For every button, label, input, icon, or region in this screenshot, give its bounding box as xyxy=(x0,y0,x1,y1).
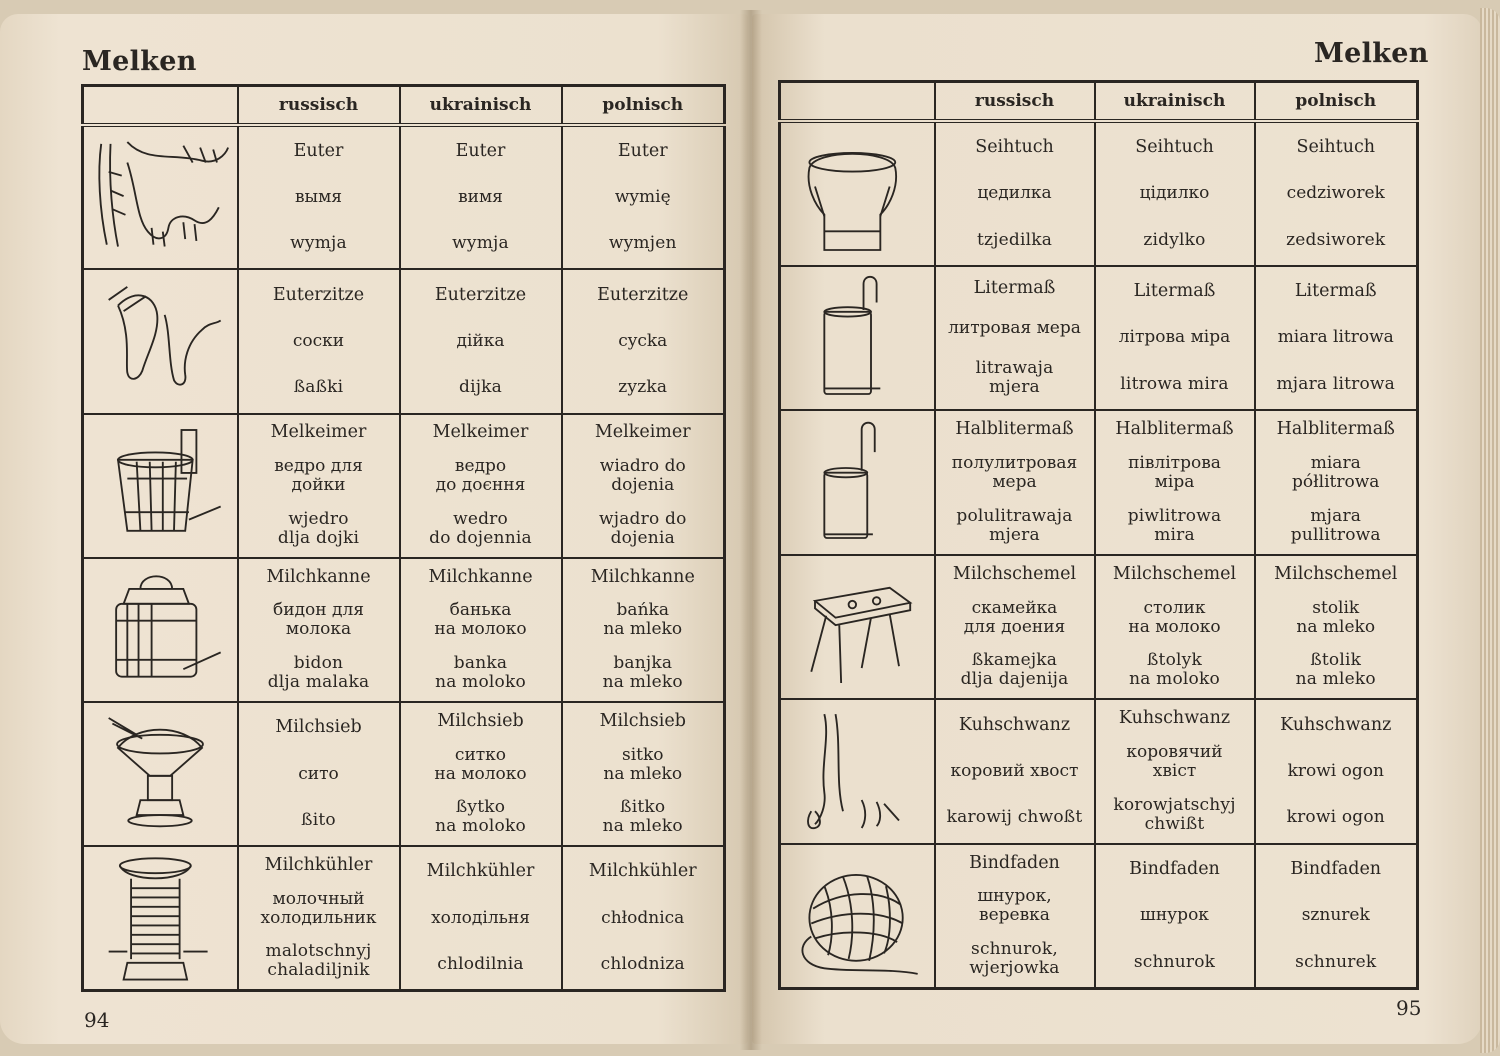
term-cell-russian xyxy=(238,125,400,269)
table-row xyxy=(780,699,1418,844)
german-term: Halblitermaß xyxy=(955,419,1074,440)
transliteration: chlodniza xyxy=(600,953,685,974)
term-cell-polish xyxy=(1255,266,1418,411)
german-term: Litermaß xyxy=(1133,281,1216,302)
german-term: Milchschemel xyxy=(1112,563,1237,584)
term-cell-polish xyxy=(562,846,725,990)
german-term: Halblitermaß xyxy=(1115,419,1234,440)
transliteration: ßtolik na mleko xyxy=(1295,650,1376,690)
german-term: Litermaß xyxy=(1294,281,1377,302)
german-term: Seihtuch xyxy=(1135,136,1214,157)
german-term: Bindfaden xyxy=(1129,859,1220,880)
transliteration: wymja xyxy=(452,233,509,254)
native-term: sitko na mleko xyxy=(603,744,683,784)
german-term: Euterzitze xyxy=(597,284,689,305)
picture-cell xyxy=(780,555,935,700)
native-term: stolik na mleko xyxy=(1296,597,1376,637)
transliteration: malotschnyj chaladiljnik xyxy=(265,941,372,981)
native-term: скамейка для доения xyxy=(963,597,1066,637)
milking-stool-icon xyxy=(781,561,934,693)
twine-ball-icon xyxy=(781,850,934,982)
native-term: столик на молоко xyxy=(1128,597,1221,637)
term-cell-russian xyxy=(238,558,400,702)
table-row xyxy=(83,558,725,702)
german-term: Euter xyxy=(455,140,506,161)
teat-icon xyxy=(84,275,237,407)
transliteration: wymjen xyxy=(608,233,677,254)
german-term: Euterzitze xyxy=(272,284,365,305)
page-number-left: 94 xyxy=(84,1008,110,1032)
transliteration: litrowa mira xyxy=(1120,373,1229,394)
term-cell-polish xyxy=(562,125,725,269)
german-term: Melkeimer xyxy=(594,422,691,443)
transliteration: chlodilnia xyxy=(437,953,524,974)
term-cell-russian xyxy=(238,269,400,413)
german-term: Melkeimer xyxy=(270,422,367,443)
term-cell-polish xyxy=(562,414,725,558)
term-cell-ukrainian xyxy=(1095,844,1255,989)
page-title-right: Melken xyxy=(1314,38,1429,69)
term-cell-ukrainian xyxy=(1095,266,1255,411)
table-header-row xyxy=(780,82,1418,122)
page-edges xyxy=(1480,8,1500,1053)
german-term: Milchschemel xyxy=(952,563,1077,584)
german-term: Litermaß xyxy=(973,277,1056,298)
native-term: wiadro do dojenia xyxy=(599,456,686,496)
picture-cell xyxy=(83,269,238,413)
column-header-ukrainian: ukrainisch xyxy=(1095,82,1255,122)
german-term: Milchkühler xyxy=(588,861,697,882)
column-header-polish: polnisch xyxy=(562,86,725,126)
table-row xyxy=(780,121,1418,266)
native-term: вымя xyxy=(294,187,343,208)
term-cell-polish xyxy=(562,269,725,413)
native-term: литровая мера xyxy=(948,317,1081,338)
term-cell-russian xyxy=(935,266,1095,411)
native-term: ведро для дойки xyxy=(274,456,363,496)
transliteration: polulitrawaja mjera xyxy=(956,505,1073,545)
term-cell-ukrainian xyxy=(1095,555,1255,700)
transliteration: ßkamejka dlja dajenija xyxy=(960,650,1069,690)
native-term: цідилко xyxy=(1139,183,1210,204)
cow-udder-icon xyxy=(84,132,237,264)
transliteration: dijka xyxy=(458,377,503,398)
term-cell-polish xyxy=(1255,410,1418,555)
term-cell-ukrainian xyxy=(400,414,562,558)
native-term: соски xyxy=(292,330,345,351)
table-header-row xyxy=(83,86,725,126)
term-cell-ukrainian xyxy=(400,125,562,269)
picture-cell xyxy=(780,410,935,555)
transliteration: krowi ogon xyxy=(1286,807,1385,828)
native-term: wymię xyxy=(614,187,671,208)
transliteration: zyzka xyxy=(618,377,668,398)
milking-pail-icon xyxy=(84,420,237,552)
transliteration: banjka na mleko xyxy=(602,653,683,693)
german-term: Milchkühler xyxy=(426,861,535,882)
german-term: Milchkanne xyxy=(428,566,533,587)
term-cell-polish xyxy=(562,558,725,702)
straining-cloth-icon xyxy=(781,128,934,260)
term-cell-polish xyxy=(562,702,725,846)
german-term: Milchschemel xyxy=(1274,563,1398,584)
milk-cooler-icon xyxy=(84,852,237,984)
column-header-ukrainian: ukrainisch xyxy=(400,86,562,126)
term-cell-polish xyxy=(1255,121,1418,266)
transliteration: ßytko na moloko xyxy=(435,797,526,837)
german-term: Euterzitze xyxy=(434,284,527,305)
page-number-right: 95 xyxy=(1396,996,1422,1020)
term-cell-russian xyxy=(935,844,1095,989)
picture-cell xyxy=(83,125,238,269)
native-term: коровячий хвіст xyxy=(1126,742,1223,782)
native-term: bańka na mleko xyxy=(603,600,683,640)
transliteration: mjara litrowa xyxy=(1276,373,1396,394)
transliteration: korowjatschyj chwißt xyxy=(1113,794,1236,834)
transliteration: ßitko na mleko xyxy=(602,797,683,837)
column-header-polish: polnisch xyxy=(1255,82,1418,122)
table-row xyxy=(780,266,1418,411)
native-term: cycka xyxy=(618,330,668,351)
page-title-left: Melken xyxy=(82,46,197,77)
german-term: Milchsieb xyxy=(437,710,524,731)
table-row xyxy=(780,844,1418,989)
table-row xyxy=(83,846,725,990)
native-term: miara litrowa xyxy=(1277,327,1394,348)
term-cell-polish xyxy=(1255,699,1418,844)
vocab-table-left xyxy=(81,84,726,992)
table-row xyxy=(780,555,1418,700)
term-cell-polish xyxy=(1255,555,1418,700)
native-term: ситко на молоко xyxy=(434,744,527,784)
native-term: miara półlitrowa xyxy=(1292,452,1380,492)
transliteration: piwlitrowa mira xyxy=(1127,505,1222,545)
native-term: ведро до доєння xyxy=(435,456,526,496)
term-cell-ukrainian xyxy=(1095,699,1255,844)
picture-cell xyxy=(83,414,238,558)
transliteration: schnurok xyxy=(1133,951,1216,972)
picture-cell xyxy=(780,266,935,411)
picture-cell xyxy=(780,121,935,266)
native-term: коровий хвост xyxy=(950,761,1079,782)
table-row xyxy=(83,269,725,413)
picture-cell xyxy=(780,844,935,989)
half-liter-measure-icon xyxy=(781,416,934,548)
native-term: chłodnica xyxy=(601,907,685,928)
term-cell-russian xyxy=(238,702,400,846)
native-term: krowi ogon xyxy=(1287,761,1384,782)
transliteration: zidylko xyxy=(1143,229,1206,250)
picture-cell xyxy=(83,846,238,990)
liter-measure-icon xyxy=(781,272,934,404)
cow-tail-icon xyxy=(781,706,934,838)
term-cell-russian xyxy=(935,410,1095,555)
transliteration: mjara pullitrowa xyxy=(1290,505,1381,545)
term-cell-ukrainian xyxy=(400,846,562,990)
term-cell-ukrainian xyxy=(400,269,562,413)
native-term: цедилка xyxy=(977,183,1052,204)
german-term: Milchkanne xyxy=(590,566,695,587)
german-term: Melkeimer xyxy=(432,422,529,443)
native-term: бидон для молока xyxy=(273,600,364,640)
term-cell-russian xyxy=(935,699,1095,844)
german-term: Euter xyxy=(293,140,344,161)
term-cell-ukrainian xyxy=(400,702,562,846)
german-term: Kuhschwanz xyxy=(1280,714,1392,735)
picture-column-header xyxy=(83,86,238,126)
transliteration: litrawaja mjera xyxy=(975,357,1054,397)
vocab-table-right xyxy=(778,80,1419,990)
table-row xyxy=(83,125,725,269)
term-cell-polish xyxy=(1255,844,1418,989)
native-term: банька на молоко xyxy=(434,600,527,640)
german-term: Milchkühler xyxy=(264,854,373,875)
term-cell-russian xyxy=(935,555,1095,700)
german-term: Bindfaden xyxy=(1290,859,1382,880)
german-term: Seihtuch xyxy=(1296,136,1376,157)
milk-can-icon xyxy=(84,564,237,696)
transliteration: wjedro dlja dojki xyxy=(277,508,360,548)
native-term: молочный холодильник xyxy=(260,888,377,928)
transliteration: schnurek xyxy=(1295,951,1377,972)
native-term: холодільня xyxy=(431,907,530,928)
picture-column-header xyxy=(780,82,935,122)
transliteration: karowij chwoßt xyxy=(946,807,1083,828)
term-cell-ukrainian xyxy=(1095,121,1255,266)
term-cell-russian xyxy=(238,414,400,558)
german-term: Euter xyxy=(617,140,668,161)
transliteration: wymja xyxy=(290,233,347,254)
term-cell-ukrainian xyxy=(400,558,562,702)
transliteration: schnurok, wjerjowka xyxy=(969,939,1060,979)
transliteration: ßito xyxy=(301,809,336,830)
german-term: Seihtuch xyxy=(975,136,1054,157)
transliteration: ßtolyk na moloko xyxy=(1129,650,1220,690)
transliteration: banka na moloko xyxy=(435,653,526,693)
native-term: сито xyxy=(298,763,339,784)
milk-strainer-icon xyxy=(84,708,237,840)
transliteration: ßaßki xyxy=(293,377,344,398)
german-term: Milchsieb xyxy=(599,710,686,731)
picture-cell xyxy=(83,558,238,702)
picture-cell xyxy=(780,699,935,844)
german-term: Milchkanne xyxy=(266,566,371,587)
native-term: літрова міра xyxy=(1118,327,1231,348)
transliteration: wedro do dojennia xyxy=(429,508,532,548)
picture-cell xyxy=(83,702,238,846)
transliteration: zedsiworek xyxy=(1286,229,1386,250)
native-term: шнурок, веревка xyxy=(977,886,1052,926)
native-term: дійка xyxy=(456,330,505,351)
native-term: вимя xyxy=(458,187,503,208)
table-row xyxy=(83,414,725,558)
native-term: шнурок xyxy=(1140,905,1209,926)
transliteration: bidon dlja malaka xyxy=(267,653,370,693)
native-term: sznurek xyxy=(1301,905,1370,926)
book-gutter xyxy=(740,10,762,1050)
term-cell-russian xyxy=(935,121,1095,266)
term-cell-russian xyxy=(238,846,400,990)
german-term: Kuhschwanz xyxy=(958,714,1071,735)
german-term: Kuhschwanz xyxy=(1118,708,1231,729)
native-term: полулитровая мера xyxy=(951,452,1078,492)
german-term: Bindfaden xyxy=(969,852,1060,873)
native-term: пiвлiтрова міра xyxy=(1128,452,1221,492)
column-header-russian: russisch xyxy=(935,82,1095,122)
term-cell-ukrainian xyxy=(1095,410,1255,555)
german-term: Milchsieb xyxy=(275,717,362,738)
table-row xyxy=(83,702,725,846)
german-term: Halblitermaß xyxy=(1276,419,1395,440)
table-row xyxy=(780,410,1418,555)
native-term: cedziworek xyxy=(1286,183,1385,204)
transliteration: tzjedilka xyxy=(976,229,1053,250)
column-header-russian: russisch xyxy=(238,86,400,126)
transliteration: wjadro do dojenia xyxy=(598,508,687,548)
